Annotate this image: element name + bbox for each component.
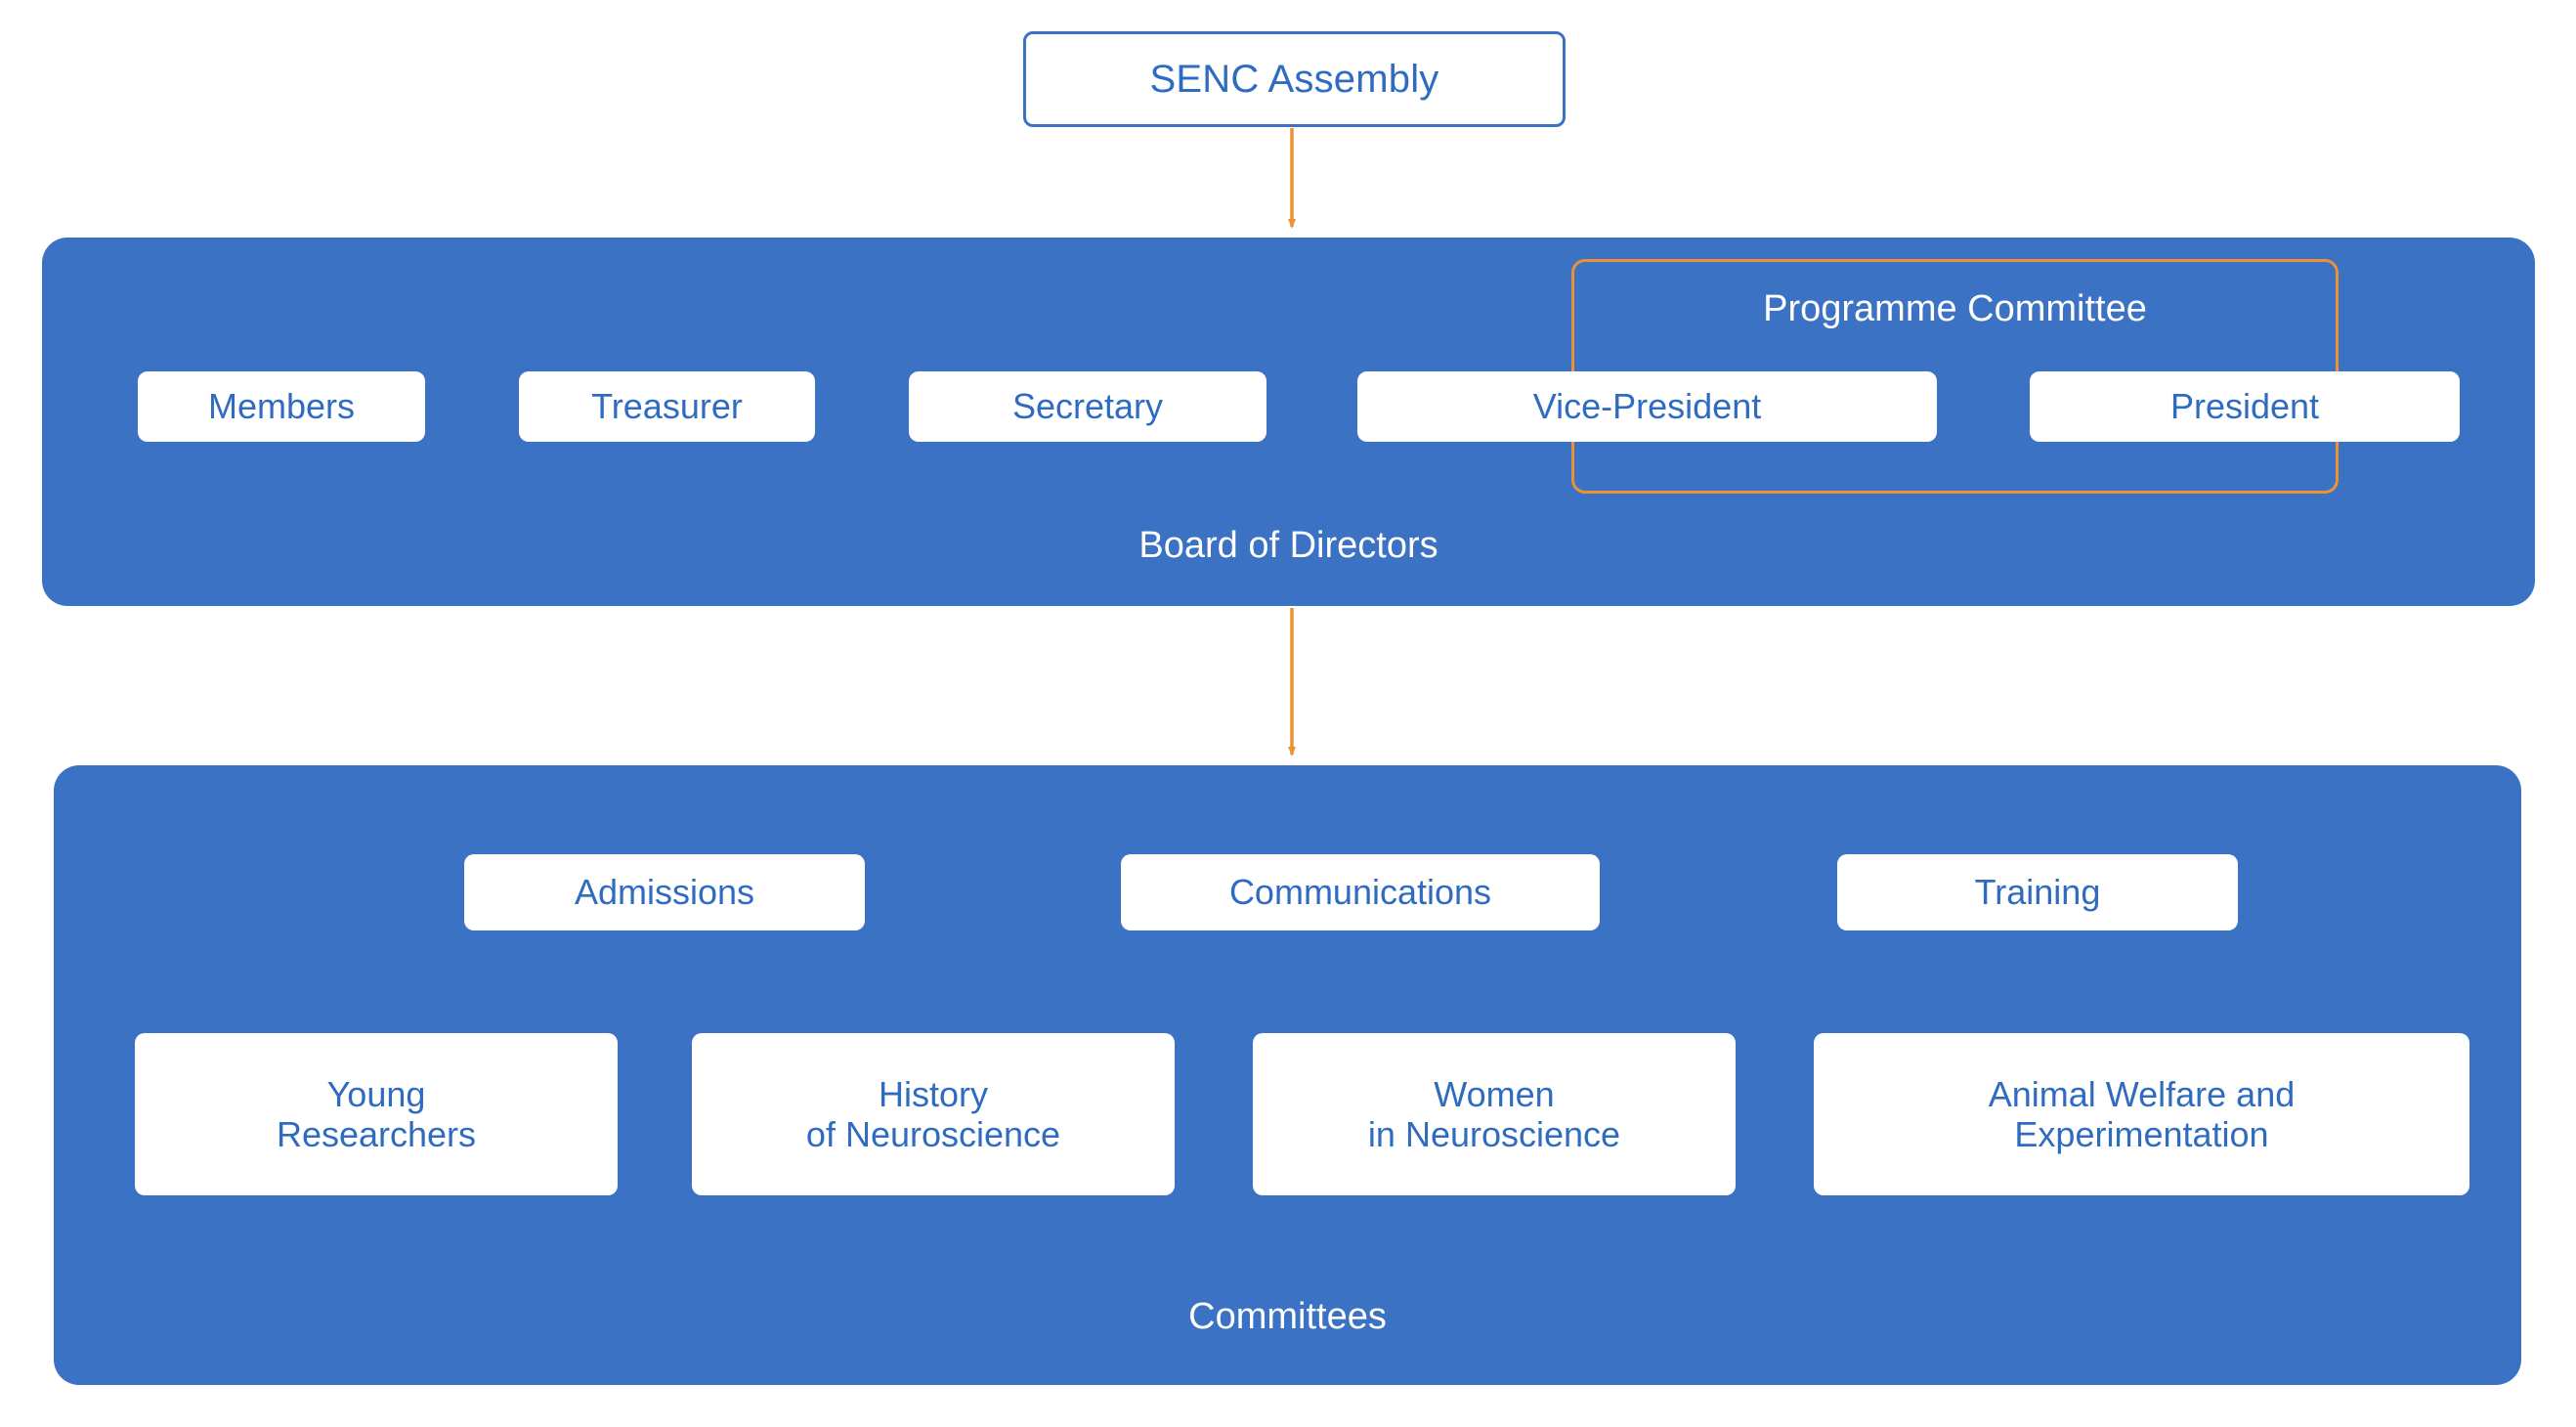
chip-training-label: Training [1974,872,2101,913]
chip-animal-welfare-and-experimentation[interactable] [1814,1033,2469,1195]
chip-training[interactable] [1837,854,2238,930]
chip-communications[interactable] [1121,854,1600,930]
chip-young-researchers-line2: Researchers [276,1114,477,1154]
chip-vice-president[interactable] [1357,371,1937,442]
programme-committee-label: Programme Committee [1763,288,2147,329]
chip-treasurer[interactable] [519,371,815,442]
chip-members-label: Members [207,386,356,427]
node-senc-assembly [1023,31,1566,127]
chip-admissions-label: Admissions [574,872,755,913]
chip-women-in-neuroscience-line1: Women [1434,1073,1555,1114]
chip-treasurer-label: Treasurer [591,386,743,427]
chip-admissions[interactable] [464,854,865,930]
chip-women-in-neuroscience-line2: in Neuroscience [1367,1114,1621,1154]
chip-president-label: President [2169,386,2320,427]
chip-secretary-label: Secretary [1011,386,1164,427]
chip-women-in-neuroscience[interactable] [1253,1033,1736,1195]
node-senc-assembly-label: SENC Assembly [1149,57,1439,101]
chip-secretary[interactable] [909,371,1267,442]
chip-history-of-neuroscience-line1: History [878,1073,988,1114]
chip-members[interactable] [138,371,425,442]
chip-communications-label: Communications [1228,872,1492,913]
chip-history-of-neuroscience-line2: of Neuroscience [805,1114,1061,1154]
panel-committees-caption: Committees [1188,1296,1387,1337]
chip-president[interactable] [2030,371,2460,442]
chip-young-researchers[interactable] [135,1033,618,1195]
chip-young-researchers-line1: Young [326,1073,426,1114]
chip-history-of-neuroscience[interactable] [692,1033,1175,1195]
chip-animal-welfare-line2: Experimentation [2014,1114,2269,1154]
chip-animal-welfare-line1: Animal Welfare and [1988,1073,2296,1114]
panel-board-caption: Board of Directors [1138,525,1438,566]
chip-vice-president-label: Vice-President [1532,386,1762,427]
